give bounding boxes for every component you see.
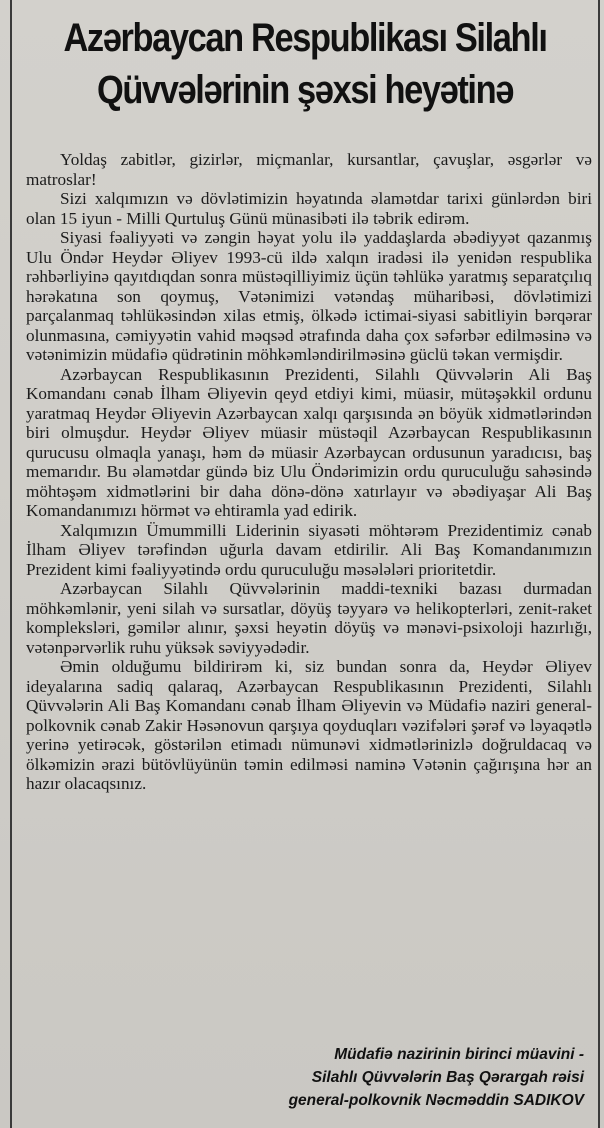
article-body — [26, 150, 592, 794]
right-column-rule — [598, 0, 600, 1128]
paragraph-history: Siyasi fəaliyyəti və zəngin həyat yolu ilə yaddaşlarda əbədiyyət qazanmış Ulu Öndər Heydər Əliyev 1993-cü ildə xalqın iradəsi ilə yenidən respublika rəhbərliyinə qayıtdıqdan sonra müstəqilliyimiz üçün təhlükə yaratmış separatçılıq hərəkatına son qoymuş, Vətənimizi vətəndaş müharibəsi, dövlətimizi parçalanmaq təhlükəsindən xilas etmiş, ölkədə ictimai-siyasi sabitliyin bərqərar olunmasına, cəmiyyətin vahid məqsəd ətrafında daha çox səfərbər edilməsinə və vətənimizin müdafiə qüdrətinin möhkəmləndirilməsinə güclü təkan vermişdir. — [26, 228, 592, 364]
left-column-rule — [10, 0, 12, 1128]
paragraph-closing: Əmin olduğumu bildirirəm ki, siz bundan sonra da, Heydər Əliyev ideyalarına sadiq qalaraq, Azərbaycan Respublikasının Prezidenti, Silahlı Qüvvələrin Ali Baş Komandanı cənab İlham Əliyevin və Müdafiə naziri general-polkovnik cənab Zakir Həsənovun qarşıya qoyduqları vəzifələri şərəf və ləyaqətlə yerinə yetirəcək, göstərilən etimadı nümunəvi xidmətlərinizlə doğruldacaq və ölkəmizin ərazi bütövlüyünün təmin edilməsi naminə Vətənin çağırışına hər an hazır olacaqsınız. — [26, 657, 592, 793]
headline-line-2: Qüvvələrinin şəxsi heyətinə — [97, 68, 513, 112]
paragraph-modernization: Azərbaycan Silahlı Qüvvələrinin maddi-texniki bazası durmadan möhkəmlənir, yeni silah və sursatlar, döyüş təyyarə və helikopterləri, zenit-raket kompleksləri, gəmilər alınır, şəxsi heyətin döyüş və mənəvi-psixoloji hazırlığı, vətənpərvərlik ruhu yüksək səviyyədədir. — [26, 579, 592, 657]
paragraph-congratulation: Sizi xalqımızın və dövlətimizin həyatında əlamətdar tarixi günlərdən biri olan 15 iyun - Milli Qurtuluş Günü münasibəti ilə təbrik edirəm. — [26, 189, 592, 228]
paragraph-policy: Xalqımızın Ümummilli Liderinin siyasəti möhtərəm Prezidentimiz cənab İlham Əliyev tərəfindən uğurla davam etdirilir. Ali Baş Komandanımızın Prezident kimi fəaliyyətində ordu quruculuğu məsələləri prioritetdir. — [26, 520, 592, 579]
headline-line-1: Azərbaycan Respublikası Silahlı — [63, 16, 547, 60]
signature-line-2: Silahlı Qüvvələrin Baş Qərargah rəisi — [311, 1069, 584, 1086]
paragraph-greeting: Yoldaş zabitlər, gizirlər, miçmanlar, kursantlar, çavuşlar, əsgərlər və matroslar! — [26, 150, 592, 189]
signature-block — [289, 1043, 584, 1112]
article-headline — [56, 12, 553, 116]
signature-line-1: Müdafiə nazirinin birinci müavini - — [334, 1046, 584, 1063]
paragraph-army-founder: Azərbaycan Respublikasının Prezidenti, Silahlı Qüvvələrin Ali Baş Komandanı cənab İlham Əliyevin qeyd etdiyi kimi, müasir, mütəşəkkil ordunu yaratmaq Heydər Əliyevin Azərbaycan xalqı qarşısında ən böyük xidmətlərindən biri olmuşdur. Heydər Əliyev müasir müstəqil Azərbaycan Respublikasının qurucusu olmaqla yanaşı, həm də müasir Azərbaycan ordusunun yaradıcısı, baş memarıdır. Bu əlamətdar gündə biz Ulu Öndərimizin ordu quruculuğu sahəsində möhtəşəm xidmətlərini bir daha dönə-dönə xatırlayır və əbədiyaşar Ali Baş Komandanımızı hörmət və ehtiramla yad edirik. — [26, 364, 592, 520]
signature-line-3: general-polkovnik Nəcməddin SADIKOV — [288, 1092, 584, 1109]
